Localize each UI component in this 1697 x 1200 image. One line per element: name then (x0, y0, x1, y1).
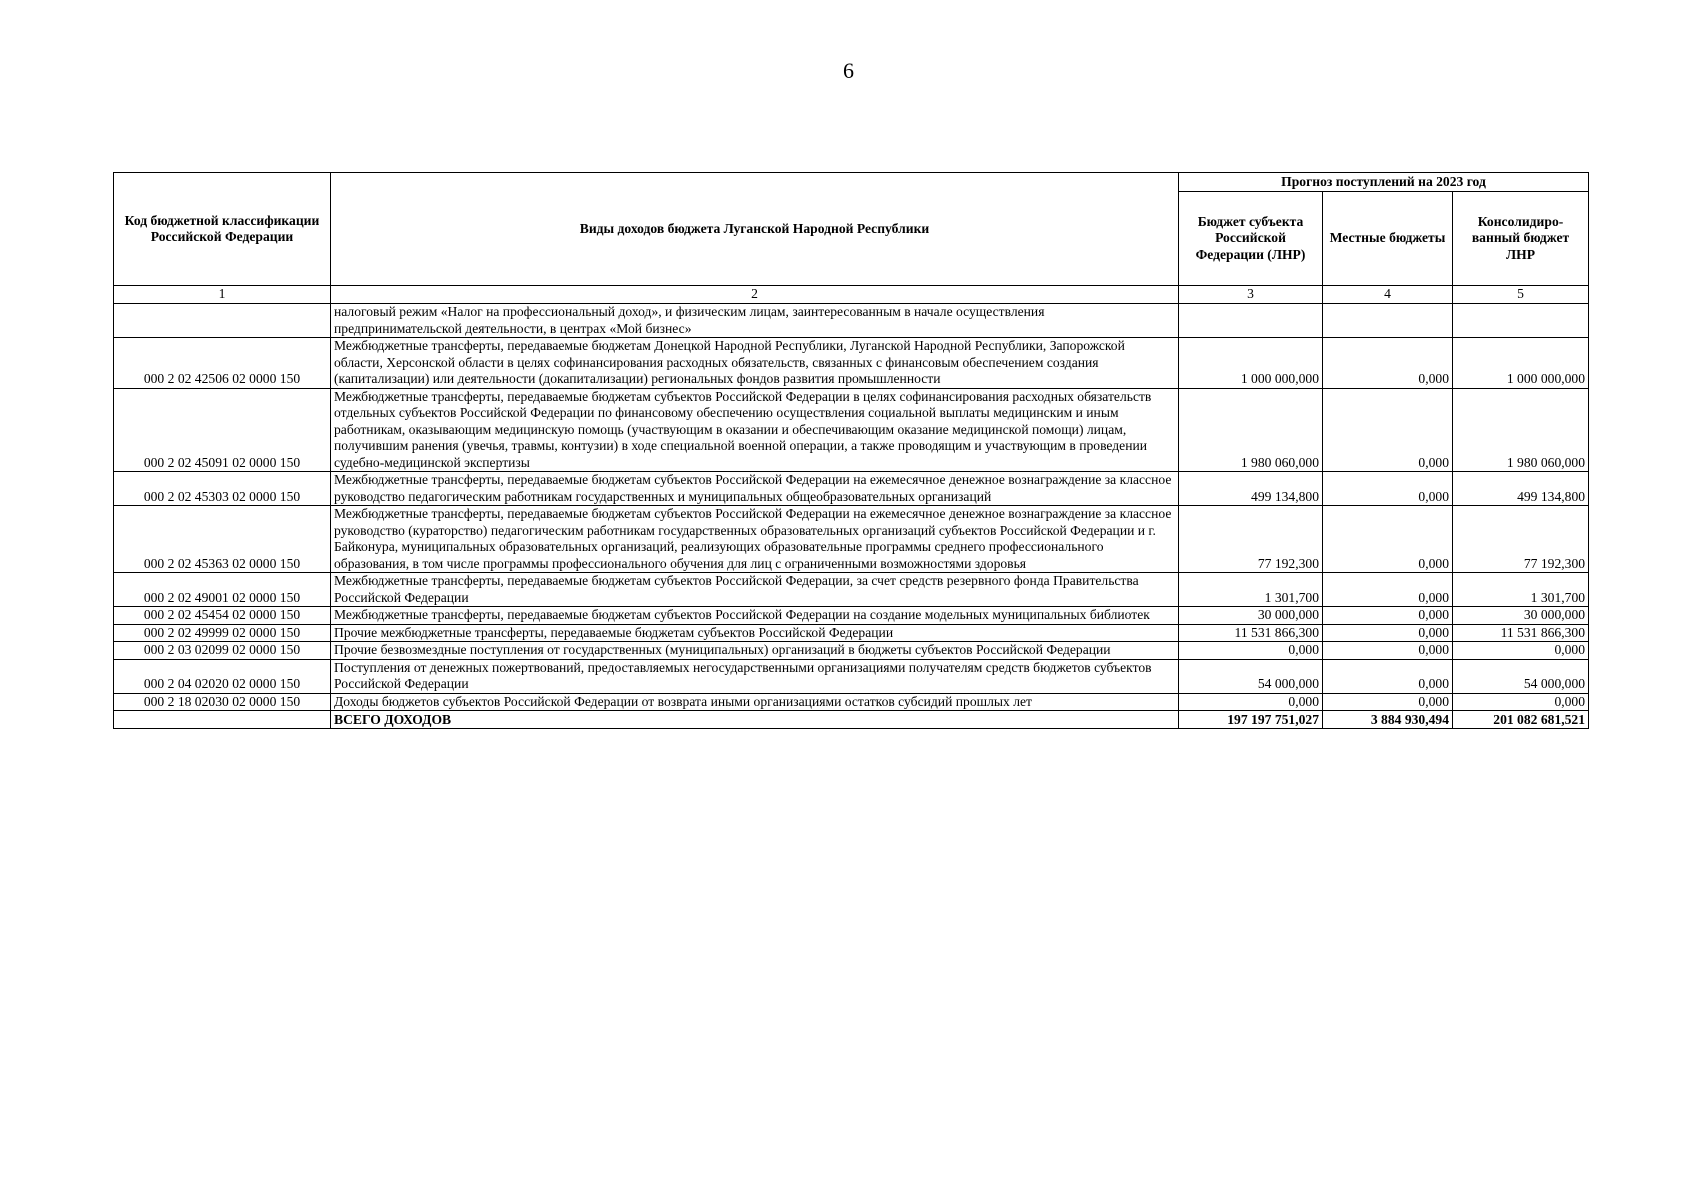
revenue-description-cell: Поступления от денежных пожертвований, предоставляемых негосударственными организациями получателям средств бюджетов субъектов Российской Федерации (331, 659, 1179, 693)
subject-budget-cell: 0,000 (1179, 642, 1323, 660)
subject-budget-cell: 1 980 060,000 (1179, 388, 1323, 472)
table-row (114, 659, 1589, 693)
budget-code-cell: 000 2 02 49001 02 0000 150 (114, 573, 331, 607)
header-subject-budget: Бюджет субъекта Российской Федерации (ЛНР) (1179, 192, 1323, 286)
consolidated-budget-cell: 0,000 (1453, 693, 1589, 711)
total-label: ВСЕГО ДОХОДОВ (331, 711, 1179, 729)
consolidated-budget-cell: 1 980 060,000 (1453, 388, 1589, 472)
total-row (114, 711, 1589, 729)
table-row (114, 693, 1589, 711)
budget-code-cell: 000 2 02 45454 02 0000 150 (114, 607, 331, 625)
local-budgets-cell (1323, 304, 1453, 338)
table-row (114, 573, 1589, 607)
local-budgets-cell: 0,000 (1323, 388, 1453, 472)
table-row (114, 607, 1589, 625)
header-code-column: Код бюджетной классификации Российской Федерации (114, 173, 331, 286)
local-budgets-cell: 0,000 (1323, 659, 1453, 693)
table-row (114, 624, 1589, 642)
revenue-table (113, 172, 1589, 729)
subject-budget-cell: 499 134,800 (1179, 472, 1323, 506)
local-budgets-cell: 0,000 (1323, 506, 1453, 573)
subject-budget-cell: 1 000 000,000 (1179, 338, 1323, 389)
consolidated-budget-cell: 1 000 000,000 (1453, 338, 1589, 389)
revenue-description-cell: Прочие безвозмездные поступления от государственных (муниципальных) организаций в бюджеты субъектов Российской Федерации (331, 642, 1179, 660)
table-row (114, 642, 1589, 660)
header-local-budgets: Местные бюджеты (1323, 192, 1453, 286)
subject-budget-cell: 0,000 (1179, 693, 1323, 711)
revenue-description-cell: Межбюджетные трансферты, передаваемые бюджетам субъектов Российской Федерации на ежемесячное денежное вознаграждение за классное руководство педагогическим работникам государственных и муниципальных общеобразовательных организаций (331, 472, 1179, 506)
subject-budget-cell: 11 531 866,300 (1179, 624, 1323, 642)
revenue-description-cell: Межбюджетные трансферты, передаваемые бюджетам субъектов Российской Федерации, за счет средств резервного фонда Правительства Российской Федерации (331, 573, 1179, 607)
budget-code-cell: 000 2 04 02020 02 0000 150 (114, 659, 331, 693)
table-body (114, 304, 1589, 711)
column-number: 4 (1323, 286, 1453, 304)
local-budgets-cell: 0,000 (1323, 607, 1453, 625)
total-subject-budget: 197 197 751,027 (1179, 711, 1323, 729)
column-number-row (114, 286, 1589, 304)
header-description-column: Виды доходов бюджета Луганской Народной Республики (331, 173, 1179, 286)
revenue-description-cell: Межбюджетные трансферты, передаваемые бюджетам субъектов Российской Федерации в целях софинансирования расходных обязательств отдельных субъектов Российской Федерации по финансовому обеспечению осуществления социальной выплаты медицинским и иным работникам, оказывающим медицинскую помощь (участвующим в оказании и обеспечивающим оказание медицинской помощи) лицам, получившим ранения (увечья, травмы, контузии) в ходе специальной военной операции, а также проводящим и участвующим в проведении судебно-медицинской экспертизы (331, 388, 1179, 472)
budget-code-cell: 000 2 02 45303 02 0000 150 (114, 472, 331, 506)
header-forecast-group: Прогноз поступлений на 2023 год (1179, 173, 1589, 192)
budget-code-cell: 000 2 18 02030 02 0000 150 (114, 693, 331, 711)
total-consolidated-budget: 201 082 681,521 (1453, 711, 1589, 729)
budget-code-cell: 000 2 02 45091 02 0000 150 (114, 388, 331, 472)
total-local-budgets: 3 884 930,494 (1323, 711, 1453, 729)
column-number: 2 (331, 286, 1179, 304)
local-budgets-cell: 0,000 (1323, 642, 1453, 660)
revenue-description-cell: Межбюджетные трансферты, передаваемые бюджетам субъектов Российской Федерации на ежемесячное денежное вознаграждение за классное руководство (кураторство) педагогическим работникам государственных образовательных организаций субъектов Российской Федерации и г. Байконура, муниципальных образовательных организаций, реализующих образовательные программы среднего профессионального образования, в том числе программы профессионального обучения для лиц с ограниченными возможностями здоровья (331, 506, 1179, 573)
revenue-description-cell: Межбюджетные трансферты, передаваемые бюджетам субъектов Российской Федерации на создание модельных муниципальных библиотек (331, 607, 1179, 625)
revenue-description-cell: Прочие межбюджетные трансферты, передаваемые бюджетам субъектов Российской Федерации (331, 624, 1179, 642)
subject-budget-cell: 54 000,000 (1179, 659, 1323, 693)
table-row (114, 506, 1589, 573)
consolidated-budget-cell: 77 192,300 (1453, 506, 1589, 573)
local-budgets-cell: 0,000 (1323, 693, 1453, 711)
revenue-description-cell: налоговый режим «Налог на профессиональный доход», и физическим лицам, заинтересованным в начале осуществления предпринимательской деятельности, в центрах «Мой бизнес» (331, 304, 1179, 338)
subject-budget-cell: 77 192,300 (1179, 506, 1323, 573)
total-code-cell (114, 711, 331, 729)
consolidated-budget-cell: 1 301,700 (1453, 573, 1589, 607)
page-number: 6 (843, 58, 854, 83)
column-number: 5 (1453, 286, 1589, 304)
subject-budget-cell (1179, 304, 1323, 338)
column-number: 3 (1179, 286, 1323, 304)
local-budgets-cell: 0,000 (1323, 472, 1453, 506)
table-row (114, 472, 1589, 506)
table-row (114, 304, 1589, 338)
consolidated-budget-cell: 499 134,800 (1453, 472, 1589, 506)
table-row (114, 388, 1589, 472)
budget-code-cell: 000 2 02 42506 02 0000 150 (114, 338, 331, 389)
local-budgets-cell: 0,000 (1323, 573, 1453, 607)
revenue-description-cell: Доходы бюджетов субъектов Российской Федерации от возврата иными организациями остатков субсидий прошлых лет (331, 693, 1179, 711)
local-budgets-cell: 0,000 (1323, 624, 1453, 642)
revenue-description-cell: Межбюджетные трансферты, передаваемые бюджетам Донецкой Народной Республики, Луганской Народной Республики, Запорожской области, Херсонской области в целях софинансирования расходных обязательств, связанных с финансовым обеспечением создания (капитализации) или деятельности (докапитализации) региональных фондов развития промышленности (331, 338, 1179, 389)
local-budgets-cell: 0,000 (1323, 338, 1453, 389)
consolidated-budget-cell (1453, 304, 1589, 338)
table-row (114, 338, 1589, 389)
budget-code-cell: 000 2 03 02099 02 0000 150 (114, 642, 331, 660)
consolidated-budget-cell: 30 000,000 (1453, 607, 1589, 625)
column-number: 1 (114, 286, 331, 304)
consolidated-budget-cell: 54 000,000 (1453, 659, 1589, 693)
budget-code-cell (114, 304, 331, 338)
budget-code-cell: 000 2 02 49999 02 0000 150 (114, 624, 331, 642)
consolidated-budget-cell: 11 531 866,300 (1453, 624, 1589, 642)
consolidated-budget-cell: 0,000 (1453, 642, 1589, 660)
subject-budget-cell: 30 000,000 (1179, 607, 1323, 625)
subject-budget-cell: 1 301,700 (1179, 573, 1323, 607)
header-consolidated-budget: Консолидиро- ванный бюджет ЛНР (1453, 192, 1589, 286)
budget-code-cell: 000 2 02 45363 02 0000 150 (114, 506, 331, 573)
